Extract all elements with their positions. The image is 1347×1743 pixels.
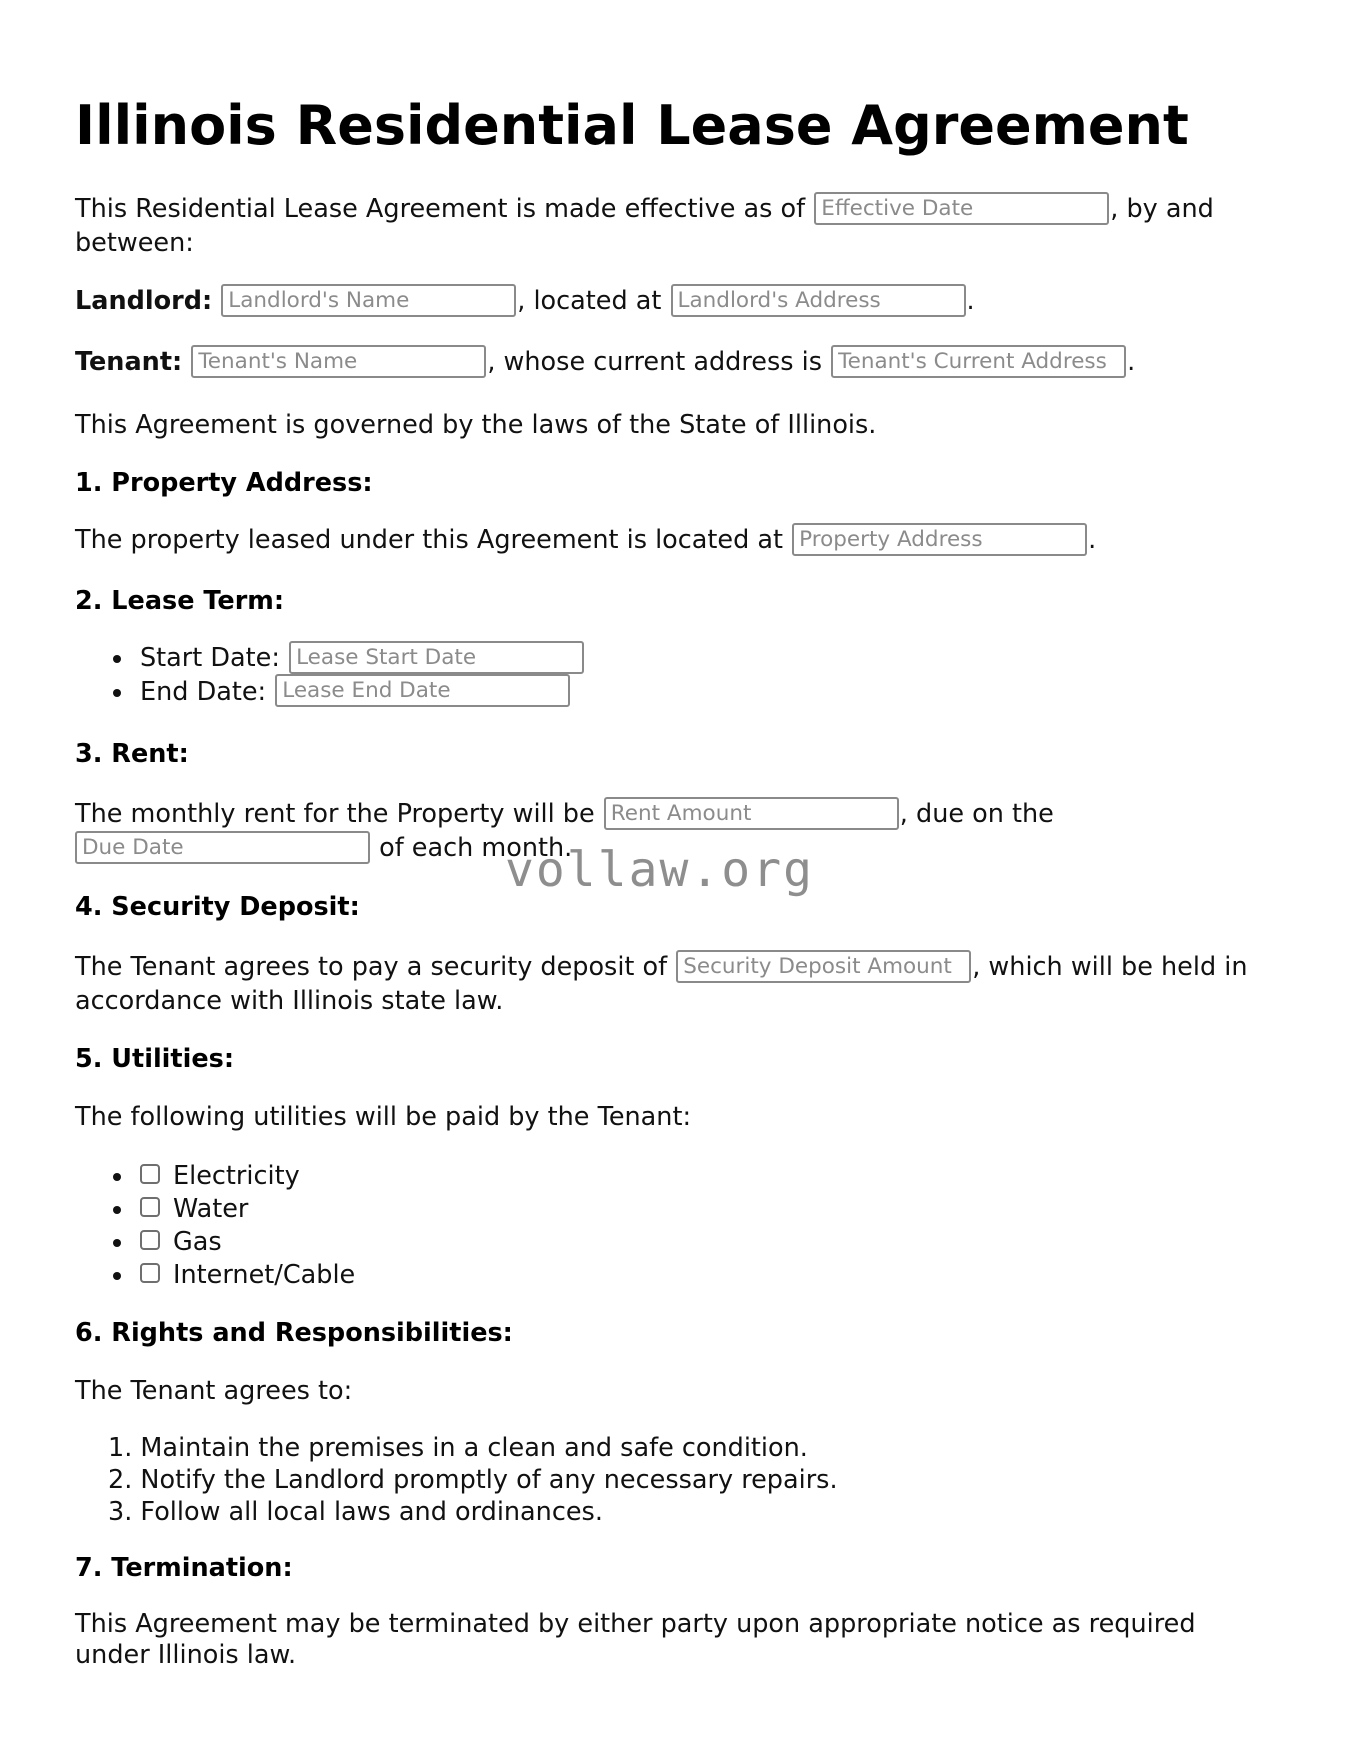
list-item [75, 676, 585, 710]
landlord-line [75, 284, 975, 319]
rent-text: The monthly rent for the Property will be [75, 799, 595, 829]
property-period: . [1088, 525, 1097, 555]
property-line [75, 523, 1096, 558]
intro-line-1 [75, 192, 1214, 227]
rent-amount-field[interactable] [604, 797, 899, 830]
list-item [75, 1259, 355, 1292]
rent-line-1 [75, 797, 1054, 832]
lease-end-date-field[interactable] [275, 674, 570, 707]
security-deposit-line-2: accordance with Illinois state law. [75, 986, 504, 1016]
utilities-heading: 5. Utilities: [75, 1044, 235, 1074]
rights-list [75, 1432, 838, 1528]
landlord-address-field[interactable] [671, 284, 966, 317]
water-label: Water [173, 1194, 249, 1224]
list-item: 2. Notify the Landlord promptly of any necessary repairs. [108, 1465, 838, 1495]
list-item [75, 642, 585, 676]
security-deposit-text: The Tenant agrees to pay a security deposit of [75, 952, 668, 982]
termination-line-2: under Illinois law. [75, 1640, 297, 1670]
tenant-name-field[interactable] [191, 345, 486, 378]
page-title: Illinois Residential Lease Agreement [75, 94, 1189, 157]
rent-heading: 3. Rent: [75, 739, 189, 769]
internet-cable-label: Internet/Cable [173, 1260, 356, 1290]
security-deposit-heading: 4. Security Deposit: [75, 892, 360, 922]
list-item [75, 1160, 355, 1193]
property-text: The property leased under this Agreement is located at [75, 525, 784, 555]
tenant-address-field[interactable] [831, 345, 1126, 378]
each-month-text: of each month. [379, 833, 573, 863]
lease-term-heading: 2. Lease Term: [75, 586, 285, 616]
tenant-period: . [1127, 347, 1136, 377]
end-date-label: End Date: [140, 676, 267, 707]
governing-law-text: This Agreement is governed by the laws of the State of Illinois. [75, 410, 877, 440]
security-deposit-amount-field[interactable] [676, 950, 971, 983]
list-item [75, 1193, 355, 1226]
utilities-text: The following utilities will be paid by the Tenant: [75, 1102, 692, 1132]
internet-cable-checkbox[interactable] [140, 1263, 160, 1283]
property-address-field[interactable] [792, 523, 1087, 556]
water-checkbox[interactable] [140, 1197, 160, 1217]
intro-prefix: This Residential Lease Agreement is made effective as of [75, 194, 806, 224]
list-item [75, 1226, 355, 1259]
security-deposit-suffix: , which will be held in [972, 952, 1248, 982]
termination-line-1: This Agreement may be terminated by either party upon appropriate notice as required [75, 1609, 1196, 1639]
tenant-current-address-text: , whose current address is [487, 347, 822, 377]
tenant-label: Tenant: [75, 347, 183, 377]
landlord-period: . [966, 286, 975, 316]
gas-label: Gas [173, 1227, 222, 1257]
landlord-located-at: , located at [517, 286, 662, 316]
termination-heading: 7. Termination: [75, 1553, 293, 1583]
landlord-name-field[interactable] [221, 284, 516, 317]
rent-line-2 [75, 831, 572, 866]
electricity-label: Electricity [173, 1161, 300, 1191]
list-item: 1. Maintain the premises in a clean and safe condition. [108, 1433, 808, 1463]
electricity-checkbox[interactable] [140, 1164, 160, 1184]
security-deposit-line-1 [75, 950, 1248, 985]
list-item: 3. Follow all local laws and ordinances. [108, 1497, 603, 1527]
landlord-label: Landlord: [75, 286, 213, 316]
due-date-field[interactable] [75, 831, 370, 864]
effective-date-field[interactable] [814, 192, 1109, 225]
rent-due-text: , due on the [899, 799, 1054, 829]
gas-checkbox[interactable] [140, 1230, 160, 1250]
tenant-line [75, 345, 1135, 380]
intro-line-2: between: [75, 228, 194, 258]
lease-start-date-field[interactable] [289, 641, 584, 674]
start-date-label: Start Date: [140, 643, 280, 673]
lease-term-list [75, 642, 585, 709]
rights-text: The Tenant agrees to: [75, 1376, 353, 1406]
watermark-text: vollaw.org [505, 842, 814, 898]
property-heading: 1. Property Address: [75, 468, 373, 498]
utilities-list [75, 1160, 355, 1292]
rights-heading: 6. Rights and Responsibilities: [75, 1318, 513, 1348]
intro-suffix: , by and [1110, 194, 1214, 224]
